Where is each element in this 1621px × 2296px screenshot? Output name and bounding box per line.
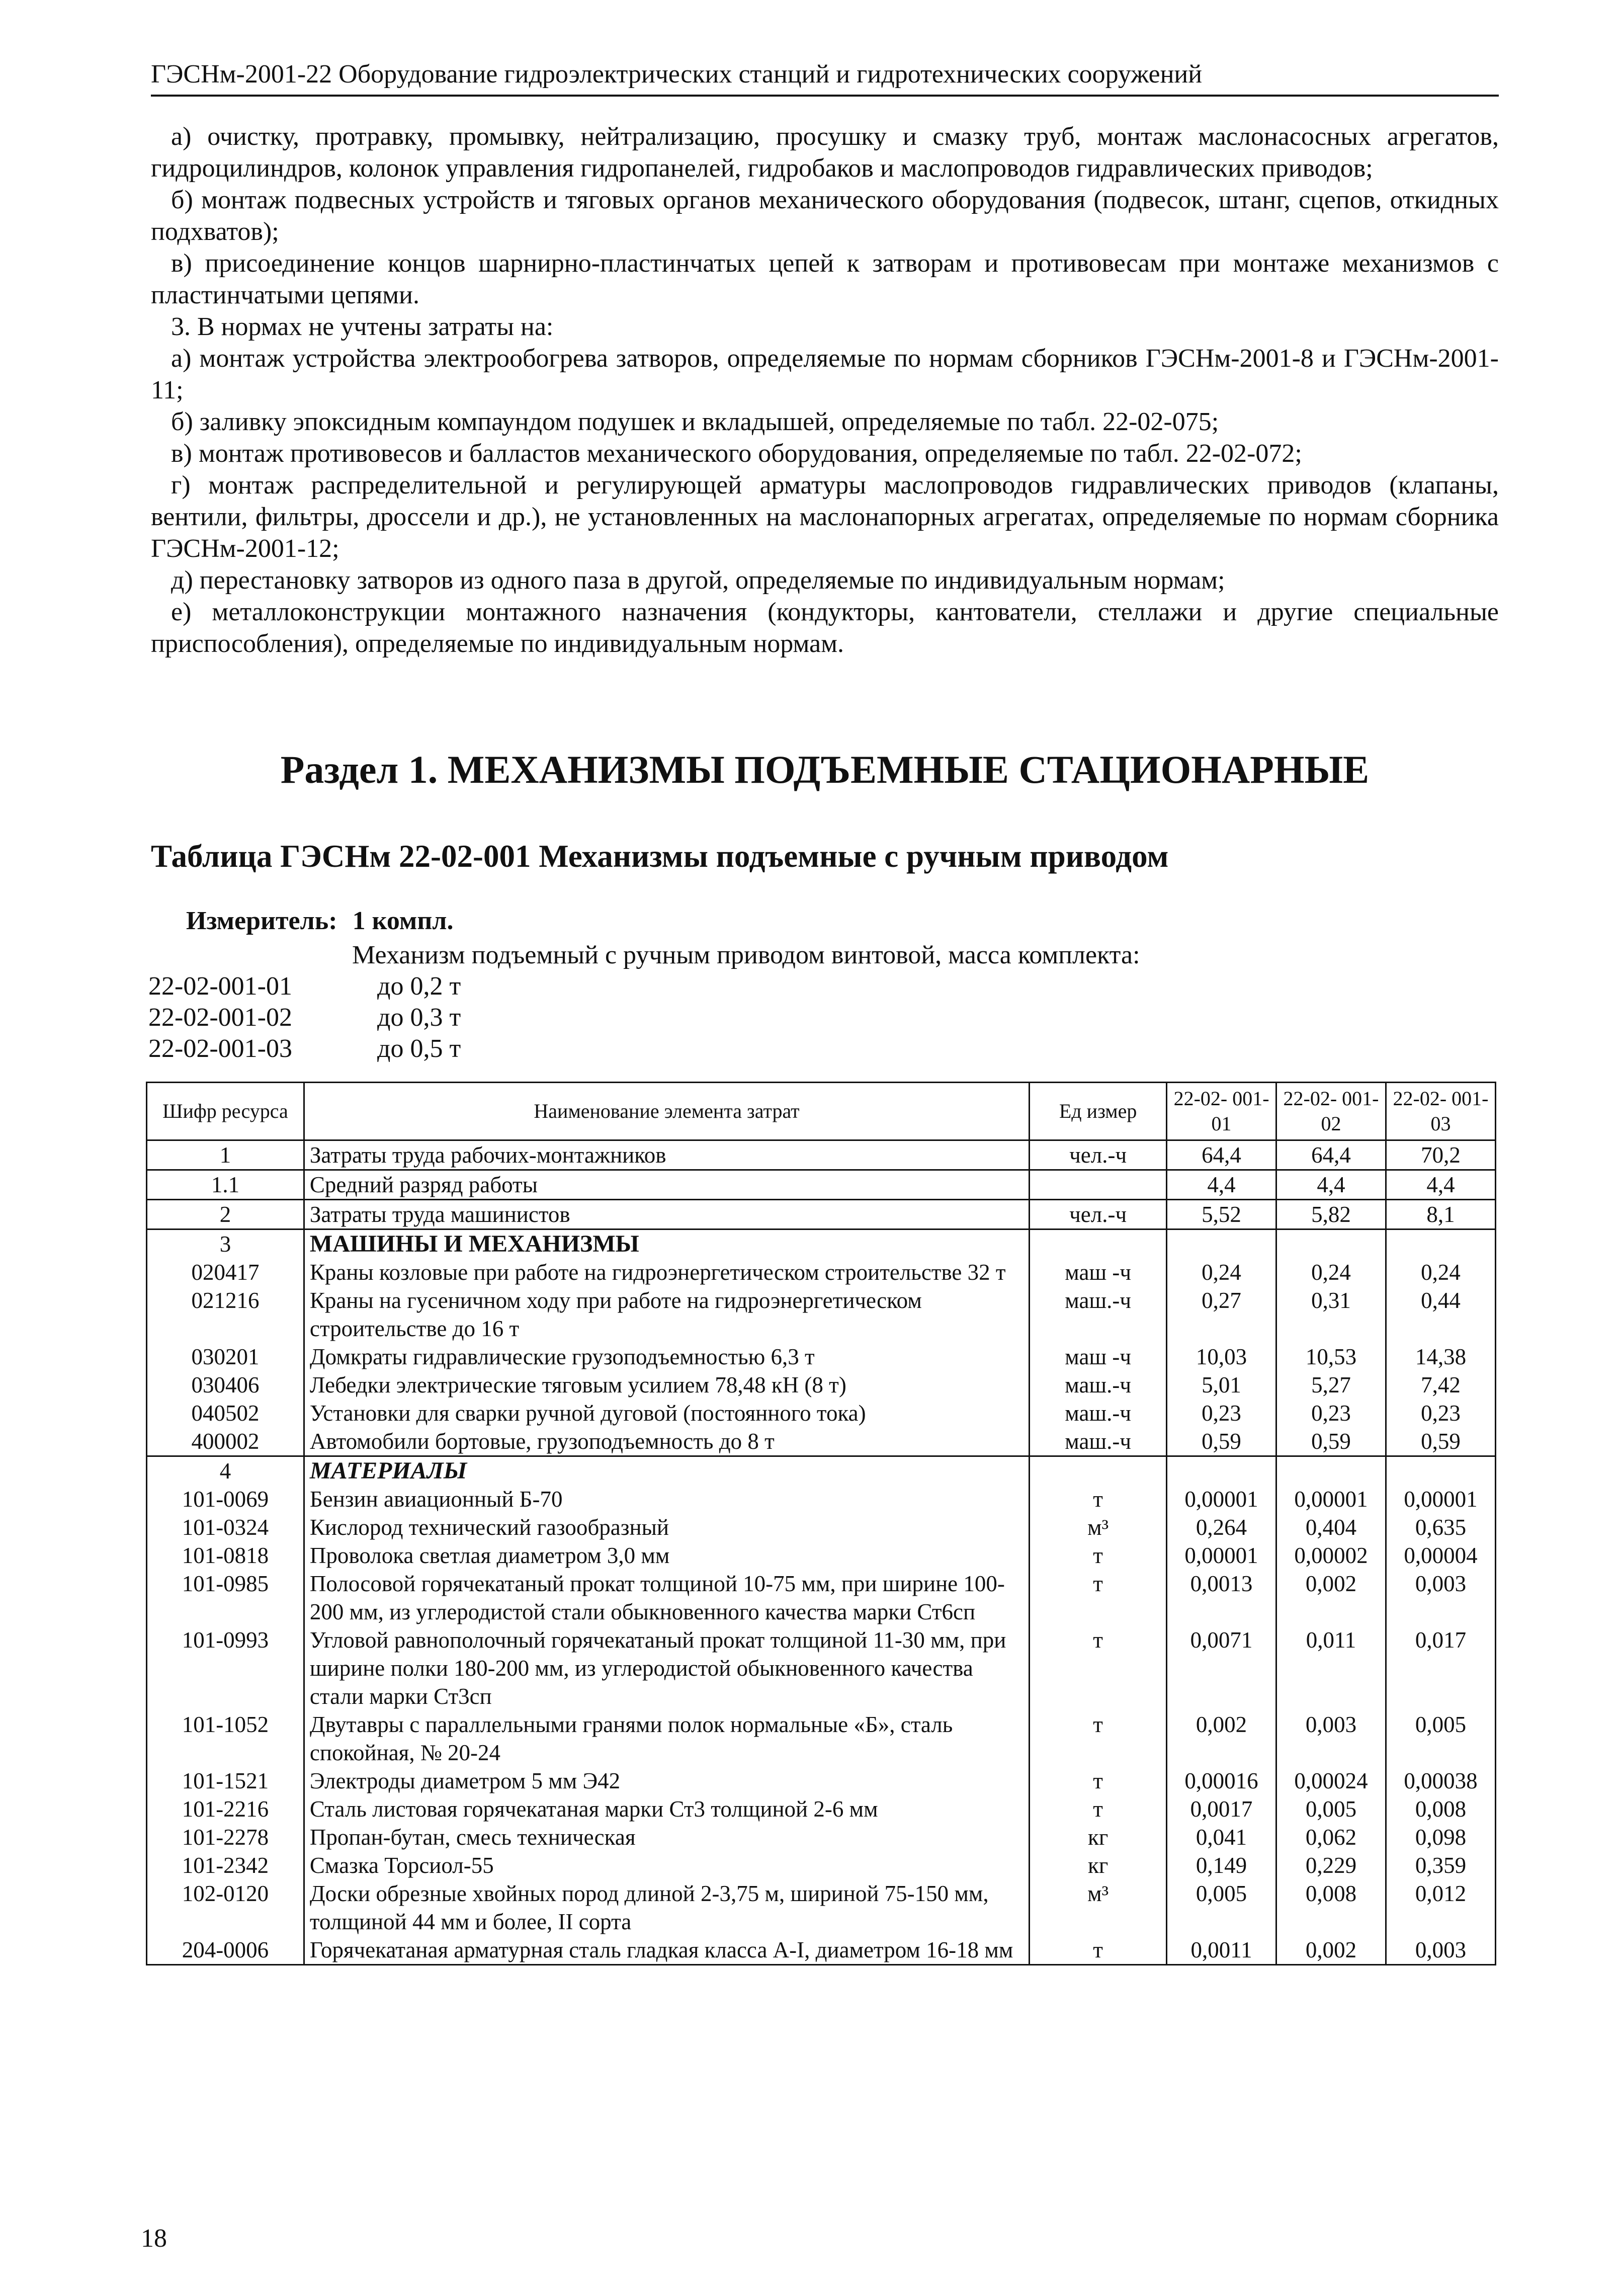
cell-value-2: 0,23 bbox=[1276, 1399, 1386, 1427]
table-header-row bbox=[147, 1083, 1496, 1140]
cell-code: 101-0069 bbox=[147, 1485, 304, 1513]
cell-code: 101-0985 bbox=[147, 1570, 304, 1626]
table-row bbox=[147, 1823, 1496, 1851]
cell-value-2: 0,003 bbox=[1276, 1710, 1386, 1767]
cell-value-1: 5,52 bbox=[1167, 1200, 1276, 1229]
table-row bbox=[147, 1200, 1496, 1229]
cell-code: 020417 bbox=[147, 1258, 304, 1286]
cell-name: Проволока светлая диаметром 3,0 мм bbox=[304, 1541, 1029, 1570]
cell-value-1: 0,005 bbox=[1167, 1879, 1276, 1936]
cell-value-2: 5,82 bbox=[1276, 1200, 1386, 1229]
cell-name: Бензин авиационный Б-70 bbox=[304, 1485, 1029, 1513]
cell-value-1: 0,149 bbox=[1167, 1851, 1276, 1879]
cell-value-1: 0,00016 bbox=[1167, 1767, 1276, 1795]
cell-name: Двутавры с параллельными гранями полок нормальные «Б», сталь спокойная, № 20-24 bbox=[304, 1710, 1029, 1767]
cell-value-1: 0,041 bbox=[1167, 1823, 1276, 1851]
cell-name: Электроды диаметром 5 мм Э42 bbox=[304, 1767, 1029, 1795]
cell-value-1 bbox=[1167, 1456, 1276, 1486]
cell-name: Краны козловые при работе на гидроэнергетическом строительстве 32 т bbox=[304, 1258, 1029, 1286]
cell-unit: м³ bbox=[1030, 1513, 1167, 1541]
cell-code: 040502 bbox=[147, 1399, 304, 1427]
cell-unit: т bbox=[1030, 1936, 1167, 1965]
header-col1: 22-02- 001-01 bbox=[1167, 1083, 1276, 1140]
cell-name: Смазка Торсиол-55 bbox=[304, 1851, 1029, 1879]
cell-value-3: 0,017 bbox=[1386, 1626, 1495, 1710]
intro-paragraph: д) перестановку затворов из одного паза в другой, определяемые по индивидуальным нормам; bbox=[171, 566, 1225, 595]
cell-code: 1 bbox=[147, 1140, 304, 1170]
table-row bbox=[147, 1879, 1496, 1936]
cell-value-1: 0,23 bbox=[1167, 1399, 1276, 1427]
cell-code: 021216 bbox=[147, 1286, 304, 1343]
cell-unit: маш -ч bbox=[1030, 1258, 1167, 1286]
cell-value-3: 14,38 bbox=[1386, 1343, 1495, 1371]
intro-paragraph: б) заливку эпоксидным компаундом подушек и вкладышей, определяемые по табл. 22-02-075; bbox=[171, 407, 1219, 436]
mechanism-description: Механизм подъемный с ручным приводом винтовой, масса комплекта: bbox=[352, 941, 1140, 969]
cell-value-3: 0,00004 bbox=[1386, 1541, 1495, 1570]
cell-code: 400002 bbox=[147, 1427, 304, 1456]
cell-value-2: 0,31 bbox=[1276, 1286, 1386, 1343]
table-row bbox=[147, 1570, 1496, 1626]
cell-unit bbox=[1030, 1229, 1167, 1259]
table-row bbox=[147, 1371, 1496, 1399]
table-row bbox=[147, 1140, 1496, 1170]
cell-name: Автомобили бортовые, грузоподъемность до 8 т bbox=[304, 1427, 1029, 1456]
cell-name: Полосовой горячекатаный прокат толщиной 10-75 мм, при ширине 100-200 мм, из углеродистой стали обыкновенного качества марки Ст6сп bbox=[304, 1570, 1029, 1626]
cell-code: 4 bbox=[147, 1456, 304, 1486]
cell-name: Кислород технический газообразный bbox=[304, 1513, 1029, 1541]
cell-value-2: 0,002 bbox=[1276, 1936, 1386, 1965]
intro-paragraph: а) монтаж устройства электрообогрева затворов, определяемые по нормам сборников ГЭСНм-2001-8 и ГЭСНм-2001-11; bbox=[151, 344, 1499, 404]
cell-name: Средний разряд работы bbox=[304, 1170, 1029, 1200]
norm-mass: до 0,3 т bbox=[377, 1003, 461, 1032]
cell-value-3: 0,00001 bbox=[1386, 1485, 1495, 1513]
table-row bbox=[147, 1427, 1496, 1456]
cell-name: Доски обрезные хвойных пород длиной 2-3,75 м, шириной 75-150 мм, толщиной 44 мм и более, II сорта bbox=[304, 1879, 1029, 1936]
header-unit: Ед измер bbox=[1030, 1083, 1167, 1140]
cell-value-1: 0,00001 bbox=[1167, 1485, 1276, 1513]
cell-code: 3 bbox=[147, 1229, 304, 1259]
cell-value-1: 64,4 bbox=[1167, 1140, 1276, 1170]
cell-value-1: 0,59 bbox=[1167, 1427, 1276, 1456]
cell-unit: т bbox=[1030, 1485, 1167, 1513]
cell-value-2 bbox=[1276, 1229, 1386, 1259]
cell-unit: м³ bbox=[1030, 1879, 1167, 1936]
cell-value-2: 10,53 bbox=[1276, 1343, 1386, 1371]
table-row bbox=[147, 1795, 1496, 1823]
cell-name: МАШИНЫ И МЕХАНИЗМЫ bbox=[304, 1229, 1029, 1259]
cell-unit: т bbox=[1030, 1626, 1167, 1710]
table-row bbox=[147, 1541, 1496, 1570]
norm-mass: до 0,5 т bbox=[377, 1034, 461, 1063]
cell-value-2: 0,062 bbox=[1276, 1823, 1386, 1851]
norm-code: 22-02-001-03 bbox=[148, 1034, 292, 1063]
cell-value-3: 0,24 bbox=[1386, 1258, 1495, 1286]
intro-paragraph: в) монтаж противовесов и балластов механического оборудования, определяемые по табл. 22-02-072; bbox=[171, 439, 1302, 468]
cell-name: Затраты труда машинистов bbox=[304, 1200, 1029, 1229]
cell-code: 204-0006 bbox=[147, 1936, 304, 1965]
table-row bbox=[147, 1170, 1496, 1200]
cell-value-2: 0,404 bbox=[1276, 1513, 1386, 1541]
cell-unit: маш.-ч bbox=[1030, 1371, 1167, 1399]
cell-value-3: 0,00038 bbox=[1386, 1767, 1495, 1795]
cell-value-2 bbox=[1276, 1456, 1386, 1486]
intro-paragraph: а) очистку, протравку, промывку, нейтрализацию, просушку и смазку труб, монтаж маслонасосных агрегатов, гидроцилиндров, колонок управления гидропанелей, гидробаков и маслопроводов гидравлических приводов; bbox=[151, 122, 1499, 183]
cell-name: МАТЕРИАЛЫ bbox=[304, 1456, 1029, 1486]
intro-paragraph: г) монтаж распределительной и регулирующей арматуры маслопроводов гидравлических приводов (клапаны, вентили, фильтры, дроссели и др.), не установленных на маслонапорных агрегатах, определяемые по нормам сборника ГЭСНм-2001-12; bbox=[151, 471, 1499, 563]
cell-name: Сталь листовая горячекатаная марки Ст3 толщиной 2-6 мм bbox=[304, 1795, 1029, 1823]
cell-value-3: 7,42 bbox=[1386, 1371, 1495, 1399]
intro-paragraph: 3. В нормах не учтены затраты на: bbox=[171, 312, 554, 341]
cell-unit: кг bbox=[1030, 1851, 1167, 1879]
table-body bbox=[147, 1140, 1496, 1965]
cell-value-1: 5,01 bbox=[1167, 1371, 1276, 1399]
cell-value-3: 0,359 bbox=[1386, 1851, 1495, 1879]
cell-unit: кг bbox=[1030, 1823, 1167, 1851]
table-row bbox=[147, 1513, 1496, 1541]
cell-unit bbox=[1030, 1170, 1167, 1200]
cell-value-3: 0,008 bbox=[1386, 1795, 1495, 1823]
cell-code: 102-0120 bbox=[147, 1879, 304, 1936]
table-row bbox=[147, 1399, 1496, 1427]
norm-code-row bbox=[148, 971, 461, 1002]
cell-name: Установки для сварки ручной дуговой (постоянного тока) bbox=[304, 1399, 1029, 1427]
cell-unit: чел.-ч bbox=[1030, 1200, 1167, 1229]
cell-name: Домкраты гидравлические грузоподъемностью 6,3 т bbox=[304, 1343, 1029, 1371]
meter-value: 1 компл. bbox=[352, 907, 454, 935]
meter-line bbox=[186, 906, 453, 937]
cell-value-1: 0,0071 bbox=[1167, 1626, 1276, 1710]
page-number: 18 bbox=[141, 2224, 167, 2253]
header-col2: 22-02- 001-02 bbox=[1276, 1083, 1386, 1140]
cell-code: 101-2278 bbox=[147, 1823, 304, 1851]
cell-code: 030406 bbox=[147, 1371, 304, 1399]
cell-value-3: 0,098 bbox=[1386, 1823, 1495, 1851]
intro-paragraph: б) монтаж подвесных устройств и тяговых органов механического оборудования (подвесок, штанг, сцепов, откидных подхватов); bbox=[151, 186, 1499, 246]
cell-name: Лебедки электрические тяговым усилием 78,48 кН (8 т) bbox=[304, 1371, 1029, 1399]
table-row bbox=[147, 1626, 1496, 1710]
norm-code-list bbox=[148, 971, 461, 1064]
table-row bbox=[147, 1258, 1496, 1286]
cell-code: 2 bbox=[147, 1200, 304, 1229]
cell-name: Угловой равнополочный горячекатаный прокат толщиной 11-30 мм, при ширине полки 180-200 мм, из углеродистой обыкновенного качества стали марки Ст3сп bbox=[304, 1626, 1029, 1710]
header-code: Шифр ресурса bbox=[147, 1083, 304, 1140]
table-row bbox=[147, 1710, 1496, 1767]
cell-value-3 bbox=[1386, 1456, 1495, 1486]
table-row bbox=[147, 1456, 1496, 1486]
norm-code-row bbox=[148, 1002, 461, 1033]
cell-value-3: 0,003 bbox=[1386, 1570, 1495, 1626]
table-row bbox=[147, 1936, 1496, 1965]
cell-name: Краны на гусеничном ходу при работе на гидроэнергетическом строительстве до 16 т bbox=[304, 1286, 1029, 1343]
cell-value-2: 0,005 bbox=[1276, 1795, 1386, 1823]
table-row bbox=[147, 1851, 1496, 1879]
cell-value-2: 4,4 bbox=[1276, 1170, 1386, 1200]
cell-value-2: 0,008 bbox=[1276, 1879, 1386, 1936]
cell-code: 101-2216 bbox=[147, 1795, 304, 1823]
table-row bbox=[147, 1343, 1496, 1371]
cell-value-2: 0,011 bbox=[1276, 1626, 1386, 1710]
resource-table bbox=[146, 1082, 1496, 1965]
cell-code: 101-2342 bbox=[147, 1851, 304, 1879]
section-title: Раздел 1. МЕХАНИЗМЫ ПОДЪЕМНЫЕ СТАЦИОНАРНЫЕ bbox=[280, 748, 1370, 791]
cell-value-1: 0,0011 bbox=[1167, 1936, 1276, 1965]
cell-code: 101-0324 bbox=[147, 1513, 304, 1541]
cell-value-2: 5,27 bbox=[1276, 1371, 1386, 1399]
cell-value-3: 0,005 bbox=[1386, 1710, 1495, 1767]
cell-code: 101-0818 bbox=[147, 1541, 304, 1570]
norm-code-row bbox=[148, 1033, 461, 1064]
cell-unit: т bbox=[1030, 1710, 1167, 1767]
cell-value-2: 0,00024 bbox=[1276, 1767, 1386, 1795]
cell-value-2: 64,4 bbox=[1276, 1140, 1386, 1170]
table-row bbox=[147, 1767, 1496, 1795]
cell-unit: т bbox=[1030, 1570, 1167, 1626]
cell-value-1 bbox=[1167, 1229, 1276, 1259]
cell-name: Пропан-бутан, смесь техническая bbox=[304, 1823, 1029, 1851]
cell-value-3: 0,44 bbox=[1386, 1286, 1495, 1343]
cell-value-1: 4,4 bbox=[1167, 1170, 1276, 1200]
cell-code: 101-1521 bbox=[147, 1767, 304, 1795]
intro-text bbox=[151, 121, 1499, 660]
norm-code: 22-02-001-02 bbox=[148, 1003, 292, 1032]
cell-unit: т bbox=[1030, 1541, 1167, 1570]
cell-value-2: 0,002 bbox=[1276, 1570, 1386, 1626]
cell-value-1: 0,0013 bbox=[1167, 1570, 1276, 1626]
cell-name: Затраты труда рабочих-монтажников bbox=[304, 1140, 1029, 1170]
cell-code: 101-1052 bbox=[147, 1710, 304, 1767]
cell-value-1: 10,03 bbox=[1167, 1343, 1276, 1371]
cell-unit: т bbox=[1030, 1795, 1167, 1823]
table-row bbox=[147, 1286, 1496, 1343]
cell-value-1: 0,24 bbox=[1167, 1258, 1276, 1286]
cell-value-1: 0,0017 bbox=[1167, 1795, 1276, 1823]
cell-code: 030201 bbox=[147, 1343, 304, 1371]
cell-value-3: 8,1 bbox=[1386, 1200, 1495, 1229]
norm-mass: до 0,2 т bbox=[377, 972, 461, 1001]
cell-code: 101-0993 bbox=[147, 1626, 304, 1710]
intro-paragraph: е) металлоконструкции монтажного назначения (кондукторы, кантователи, стеллажи и другие специальные приспособления), определяемые по индивидуальным нормам. bbox=[151, 598, 1499, 658]
norm-code: 22-02-001-01 bbox=[148, 972, 292, 1001]
cell-value-1: 0,002 bbox=[1167, 1710, 1276, 1767]
cell-unit: маш.-ч bbox=[1030, 1427, 1167, 1456]
cell-value-3: 0,59 bbox=[1386, 1427, 1495, 1456]
cell-value-3: 70,2 bbox=[1386, 1140, 1495, 1170]
table-row bbox=[147, 1485, 1496, 1513]
table-row bbox=[147, 1229, 1496, 1259]
running-header: ГЭСНм-2001-22 Оборудование гидроэлектрических станций и гидротехнических сооружений bbox=[151, 59, 1499, 97]
table-title: Таблица ГЭСНм 22-02-001 Механизмы подъемные с ручным приводом bbox=[151, 839, 1169, 874]
cell-unit: маш -ч bbox=[1030, 1343, 1167, 1371]
cell-value-2: 0,59 bbox=[1276, 1427, 1386, 1456]
meter-label: Измеритель: bbox=[186, 907, 337, 935]
cell-unit: маш.-ч bbox=[1030, 1286, 1167, 1343]
cell-value-2: 0,24 bbox=[1276, 1258, 1386, 1286]
cell-value-1: 0,00001 bbox=[1167, 1541, 1276, 1570]
cell-value-3: 0,23 bbox=[1386, 1399, 1495, 1427]
intro-paragraph: в) присоединение концов шарнирно-пластинчатых цепей к затворам и противовесам при монтаже механизмов с пластинчатыми цепями. bbox=[151, 249, 1499, 309]
cell-value-2: 0,00001 bbox=[1276, 1485, 1386, 1513]
cell-value-1: 0,27 bbox=[1167, 1286, 1276, 1343]
cell-unit: чел.-ч bbox=[1030, 1140, 1167, 1170]
cell-value-3: 0,635 bbox=[1386, 1513, 1495, 1541]
cell-unit bbox=[1030, 1456, 1167, 1486]
cell-value-3 bbox=[1386, 1229, 1495, 1259]
header-name: Наименование элемента затрат bbox=[304, 1083, 1029, 1140]
cell-code: 1.1 bbox=[147, 1170, 304, 1200]
cell-name: Горячекатаная арматурная сталь гладкая класса А-I, диаметром 16-18 мм bbox=[304, 1936, 1029, 1965]
cell-value-1: 0,264 bbox=[1167, 1513, 1276, 1541]
header-col3: 22-02- 001-03 bbox=[1386, 1083, 1495, 1140]
cell-value-3: 0,012 bbox=[1386, 1879, 1495, 1936]
cell-unit: маш.-ч bbox=[1030, 1399, 1167, 1427]
cell-value-3: 0,003 bbox=[1386, 1936, 1495, 1965]
cell-value-3: 4,4 bbox=[1386, 1170, 1495, 1200]
cell-value-2: 0,229 bbox=[1276, 1851, 1386, 1879]
cell-unit: т bbox=[1030, 1767, 1167, 1795]
cell-value-2: 0,00002 bbox=[1276, 1541, 1386, 1570]
